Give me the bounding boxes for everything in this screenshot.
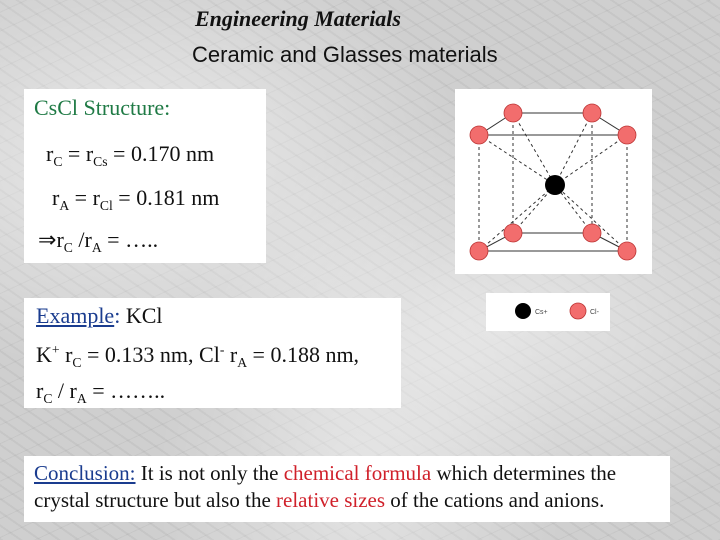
charge-superscript: - xyxy=(219,342,225,357)
implies-arrow: ⇒ xyxy=(38,227,57,252)
radius-subscript: C xyxy=(43,390,53,406)
relative-sizes-highlight: relative sizes xyxy=(276,488,386,512)
radius-symbol: r xyxy=(52,185,60,210)
cscl-heading-text: CsCl Structure xyxy=(34,95,165,120)
conclusion-card xyxy=(24,456,670,522)
radius-subscript: Cs xyxy=(93,153,108,169)
bond-line xyxy=(513,113,555,185)
charge-superscript: + xyxy=(51,342,60,357)
slide-title: Engineering Materials xyxy=(195,6,401,31)
cs-cation-atom xyxy=(545,175,565,195)
cscl-structure-card xyxy=(24,89,266,263)
conclusion-line-2 xyxy=(34,488,604,513)
radius-value: = 0.133 nm, Cl xyxy=(81,342,220,368)
example-label: Example xyxy=(36,303,115,328)
example-kcl-card xyxy=(24,298,401,408)
radius-symbol: r xyxy=(46,141,54,166)
radius-subscript: A xyxy=(237,354,248,370)
bond-line xyxy=(479,135,555,185)
radius-value: = 0.181 nm xyxy=(112,185,220,210)
radius-subscript: Cl xyxy=(99,197,113,213)
anion-legend-label: Cl- xyxy=(590,309,599,316)
cl-anion-atom xyxy=(470,126,488,144)
cation-legend-marker xyxy=(515,303,531,319)
example-colon: : xyxy=(114,303,121,328)
anion-legend-marker xyxy=(570,303,586,319)
conclusion-text: which determines the xyxy=(431,461,617,485)
ratio-divider: / r xyxy=(52,378,77,403)
legend-svg xyxy=(486,293,610,331)
conclusion-label: Conclusion: xyxy=(34,461,136,485)
ratio-divider: /r xyxy=(72,227,92,252)
cscl-heading-colon: : xyxy=(164,95,171,120)
potassium-symbol: K xyxy=(36,342,52,368)
radius-subscript: A xyxy=(59,197,70,213)
chemical-formula-highlight: chemical formula xyxy=(283,461,432,485)
cl-anion-atom xyxy=(618,126,636,144)
radius-equals: = r xyxy=(69,185,100,210)
example-ratio-line xyxy=(36,378,165,407)
radius-subscript: A xyxy=(76,390,87,406)
ratio-value: = ….. xyxy=(101,227,159,252)
bond-line xyxy=(555,113,592,185)
ratio-value: = …….. xyxy=(86,378,166,403)
cscl-ratio-line xyxy=(38,227,158,256)
cscl-unit-cell-diagram xyxy=(455,89,652,274)
unit-cell-svg xyxy=(455,89,652,274)
example-compound: KCl xyxy=(120,303,163,328)
conclusion-text: of the cations and anions. xyxy=(385,488,605,512)
radius-value: = 0.188 nm, xyxy=(247,342,360,368)
cl-anion-atom xyxy=(470,242,488,260)
conclusion-line-1 xyxy=(34,461,616,486)
radius-equals: = r xyxy=(62,141,94,166)
cl-anion-atom xyxy=(504,224,522,242)
radius-value: = 0.170 nm xyxy=(107,141,215,166)
conclusion-text: It is not only the xyxy=(135,461,284,485)
example-heading xyxy=(36,303,163,329)
cation-legend-label: Cs+ xyxy=(535,309,548,316)
cl-anion-atom xyxy=(583,224,601,242)
bond-line xyxy=(555,135,627,185)
radius-symbol: r xyxy=(224,342,238,368)
slide-subtitle: Ceramic and Glasses materials xyxy=(192,42,498,67)
radius-subscript: C xyxy=(72,354,82,370)
radius-subscript: C xyxy=(63,239,73,255)
atom-legend xyxy=(486,293,610,331)
radius-symbol: r xyxy=(59,342,73,368)
radius-subscript: A xyxy=(91,239,102,255)
cl-anion-atom xyxy=(618,242,636,260)
radius-symbol: r xyxy=(36,378,44,403)
cscl-heading xyxy=(34,95,170,121)
cl-anion-atom xyxy=(583,104,601,122)
conclusion-text: crystal structure but also the xyxy=(34,488,277,512)
example-radii-line xyxy=(36,342,359,371)
cscl-cation-radius-line xyxy=(46,141,214,170)
radius-symbol: r xyxy=(56,227,64,252)
cscl-anion-radius-line xyxy=(52,185,219,214)
cl-anion-atom xyxy=(504,104,522,122)
radius-subscript: C xyxy=(53,153,63,169)
